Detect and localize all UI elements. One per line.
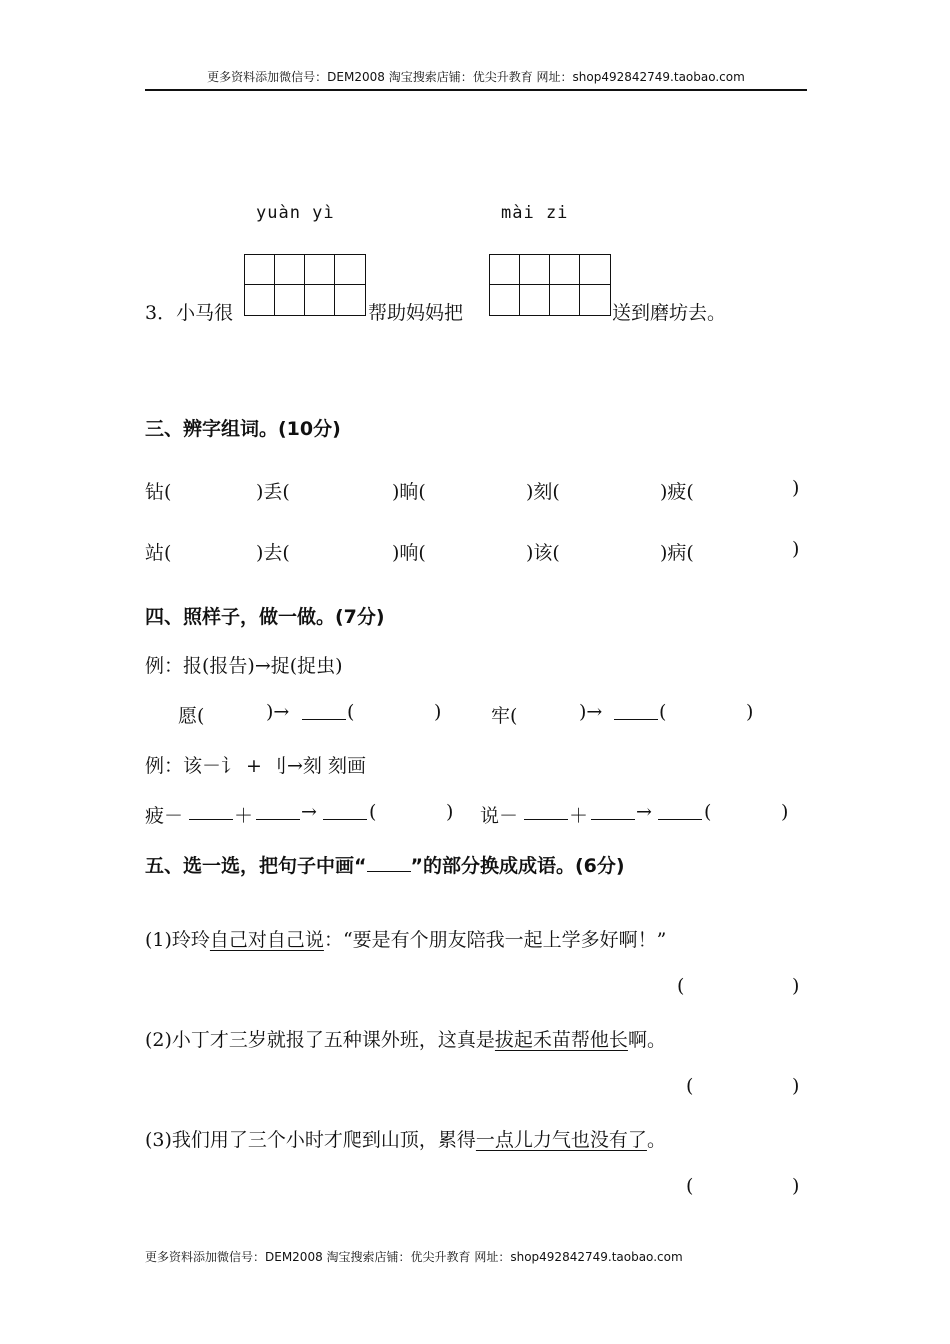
sentence-2 xyxy=(145,1025,666,1052)
paren-close: ) xyxy=(792,1175,800,1197)
word-zhan: 站( xyxy=(145,542,172,564)
item-lao-arrow: )→ xyxy=(579,701,603,723)
q3-text-start: 3．小马很 xyxy=(145,302,234,324)
item-yuan: 愿( xyxy=(178,705,205,727)
tianzige-box-2[interactable] xyxy=(489,254,611,316)
sentence-3-pre: (3)我们用了三个小时才爬到山顶，累得 xyxy=(145,1129,476,1151)
section5-title-part2: ”的部分换成成语。(6分) xyxy=(410,855,625,877)
sentence-2-post: 啊。 xyxy=(627,1029,666,1051)
answer-blank[interactable] xyxy=(524,801,568,820)
paren-open: ( xyxy=(369,801,377,823)
word-gai: )该( xyxy=(526,542,560,564)
section4-example2: 例：该－讠 + 刂→刻 刻画 xyxy=(145,755,366,777)
sentence-1-pre: (1)玲玲 xyxy=(145,929,210,951)
section5-title xyxy=(145,851,625,878)
arrow: → xyxy=(301,801,317,823)
sentence-1-underlined: 自己对自己说 xyxy=(209,929,324,951)
paren-open: ( xyxy=(686,1175,694,1197)
paren-close: ) xyxy=(446,801,454,823)
sentence-1-post: ：“要是有个朋友陪我一起上学多好啊！” xyxy=(323,929,667,951)
plus-sign: ＋ xyxy=(569,805,589,827)
section4-title: 四、照样子，做一做。(7分) xyxy=(145,606,385,628)
paren-close: ) xyxy=(434,701,442,723)
section4-example1: 例：报(报告)→捉(捉虫) xyxy=(145,655,343,677)
paren-close: ) xyxy=(781,801,789,823)
word-xiang: )响( xyxy=(392,542,426,564)
pinyin-maizi: mài zi xyxy=(501,203,569,223)
paren-close: ) xyxy=(792,477,800,499)
title-underline-sample xyxy=(367,853,411,872)
paren-close: ) xyxy=(792,538,800,560)
answer-blank[interactable] xyxy=(658,801,702,820)
sentence-2-underlined: 拔起禾苗帮他长 xyxy=(494,1029,628,1051)
paren-open: ( xyxy=(677,975,685,997)
item-lao: 牢( xyxy=(491,705,518,727)
section3-title: 三、辨字组词。(10分) xyxy=(145,418,341,440)
paren-open: ( xyxy=(686,1075,694,1097)
tianzige-box-1[interactable] xyxy=(244,254,366,316)
word-bing: )病( xyxy=(660,542,694,564)
item-pi: 疲－ xyxy=(145,805,184,827)
sentence-3 xyxy=(145,1125,666,1152)
word-pi: )疲( xyxy=(660,481,694,503)
sentence-2-pre: (2)小丁才三岁就报了五种课外班，这真是 xyxy=(145,1029,495,1051)
paren-open: ( xyxy=(704,801,712,823)
sentence-3-post: 。 xyxy=(646,1129,666,1151)
paren-open: ( xyxy=(347,701,355,723)
sentence-3-underlined: 一点儿力气也没有了 xyxy=(475,1129,647,1151)
paren-open: ( xyxy=(659,701,667,723)
sentence-1 xyxy=(145,925,666,952)
page-footer: 更多资料添加微信号：DEM2008 淘宝搜索店铺：优尖升教育 网址：shop492842749.taobao.com xyxy=(145,1250,683,1264)
q3-text-middle: 帮助妈妈把 xyxy=(368,302,464,324)
answer-blank[interactable] xyxy=(189,801,233,820)
section5-title-part1: 五、选一选，把句子中画“ xyxy=(145,855,367,877)
item-yuan-arrow: )→ xyxy=(266,701,290,723)
page-header: 更多资料添加微信号：DEM2008 淘宝搜索店铺：优尖升教育 网址：shop492842749.taobao.com xyxy=(145,68,807,91)
word-diu: )丢( xyxy=(256,481,290,503)
answer-blank[interactable] xyxy=(256,801,300,820)
answer-blank[interactable] xyxy=(591,801,635,820)
paren-close: ) xyxy=(746,701,754,723)
word-zuan: 钻( xyxy=(145,481,172,503)
q3-text-end: 送到磨坊去。 xyxy=(612,302,727,324)
word-ke: )刻( xyxy=(526,481,560,503)
word-shang: )晌( xyxy=(392,481,426,503)
answer-blank[interactable] xyxy=(302,701,346,720)
word-qu: )去( xyxy=(256,542,290,564)
arrow: → xyxy=(636,801,652,823)
paren-close: ) xyxy=(792,975,800,997)
pinyin-yuanyi: yuàn yì xyxy=(256,203,335,223)
plus-sign: ＋ xyxy=(234,805,254,827)
answer-blank[interactable] xyxy=(323,801,367,820)
paren-close: ) xyxy=(792,1075,800,1097)
answer-blank[interactable] xyxy=(614,701,658,720)
item-shuo: 说－ xyxy=(480,805,519,827)
